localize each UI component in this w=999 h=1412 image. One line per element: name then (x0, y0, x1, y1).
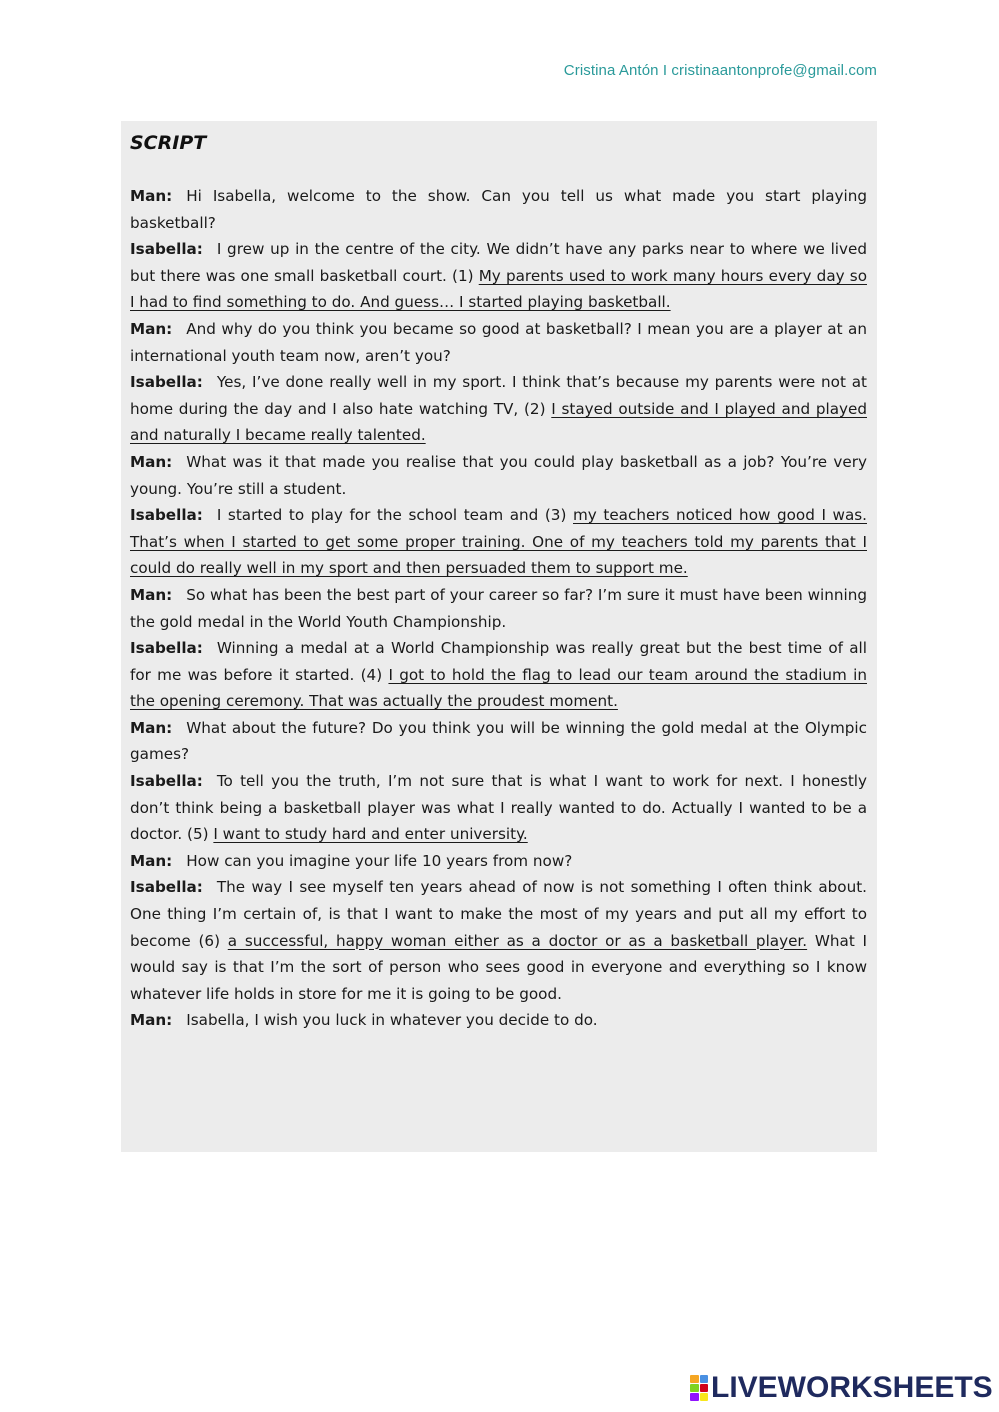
logo-block (690, 1393, 699, 1401)
dialogue-line (130, 874, 867, 1007)
answer-text: I stayed outside and I played and played and naturally I became really talented. (130, 399, 867, 445)
dialogue-line (130, 236, 867, 316)
liveworksheets-logo-icon (690, 1375, 708, 1401)
utterance-text: I grew up in the centre of the city. We didn’t have any parks near to where we lived but there was one small basketball court. (1) (130, 240, 867, 285)
logo-block (700, 1384, 709, 1392)
utterance-text: Hi Isabella, welcome to the show. Can you tell us what made you start playing basketball? (130, 187, 867, 232)
utterance-text: Winning a medal at a World Championship was really great but the best time of all for me was before it started. (4) (130, 639, 867, 684)
logo-text: LIVEWORKSHEETS (711, 1371, 993, 1404)
speaker-label: Isabella: (130, 878, 203, 897)
dialogue-line (130, 1007, 867, 1034)
speaker-label: Isabella: (130, 639, 203, 658)
dialogue-line (130, 768, 867, 848)
dialogue-line (130, 316, 867, 369)
speaker-label: Man: (130, 851, 173, 870)
utterance-text: So what has been the best part of your career so far? I’m sure it must have been winning the gold medal in the World Youth Championship. (130, 585, 867, 631)
speaker-label: Isabella: (130, 240, 203, 259)
dialogue (130, 183, 867, 1034)
dialogue-line (130, 848, 867, 875)
dialogue-line (130, 582, 867, 635)
speaker-label: Man: (130, 319, 173, 338)
utterance-text: Isabella, I wish you luck in whatever you decide to do. (186, 1011, 598, 1030)
answer-text: I want to study hard and enter university. (213, 825, 528, 844)
script-title: SCRIPT (130, 132, 207, 154)
answer-text: My parents used to work many hours every day so I had to find something to do. And guess… I started playing basketball. (130, 266, 867, 312)
logo-block (700, 1375, 709, 1383)
answer-text: I got to hold the flag to lead our team around the stadium in the opening ceremony. That was actually the proudest moment. (130, 665, 867, 711)
speaker-label: Man: (130, 187, 173, 205)
author-contact: Cristina Antón I cristinaantonprofe@gmail.com (563, 62, 877, 79)
utterance-text: I started to play for the school team and (3) (216, 506, 573, 525)
speaker-label: Isabella: (130, 506, 203, 525)
utterance-text: The way I see myself ten years ahead of now is not something I often think about. One thing I’m certain of, is that I want to make the most of my years and put all my effort to become (6) (130, 878, 867, 950)
utterance-text: What was it that made you realise that you could play basketball as a job? You’re very young. You’re still a student. (130, 452, 867, 498)
utterance-text: To tell you the truth, I’m not sure that is what I want to work for next. I honestly don’t think being a basketball player was what I really wanted to do. Actually I wanted to be a doctor. (5) (130, 772, 867, 844)
speaker-label: Man: (130, 1011, 173, 1030)
speaker-label: Man: (130, 585, 173, 604)
script-panel (121, 121, 877, 1152)
utterance-text: How can you imagine your life 10 years from now? (186, 851, 573, 870)
utterance-text: And why do you think you became so good at basketball? I mean you are a player at an international youth team now, aren’t you? (130, 319, 867, 365)
dialogue-line (130, 369, 867, 449)
logo-block (690, 1375, 699, 1383)
dialogue-line (130, 635, 867, 715)
dialogue-line (130, 449, 867, 502)
answer-text: my teachers noticed how good I was. That’s when I started to get some proper training. One of my teachers told my parents that I could do really well in my sport and then persuaded them to support me. (130, 506, 867, 578)
logo-block (700, 1393, 709, 1401)
speaker-label: Man: (130, 452, 173, 471)
dialogue-line (130, 183, 867, 236)
speaker-label: Isabella: (130, 373, 203, 392)
liveworksheets-logo (690, 1372, 993, 1404)
speaker-label: Man: (130, 718, 173, 737)
answer-text: a successful, happy woman either as a doctor or as a basketball player. (227, 931, 808, 950)
utterance-text: What I would say is that I’m the sort of person who sees good in everyone and everything so I know whatever life holds in store for me it is going to be good. (130, 931, 867, 1003)
utterance-text: Yes, I’ve done really well in my sport. I think that’s because my parents were not at home during the day and I also hate watching TV, (2) (130, 373, 867, 418)
speaker-label: Isabella: (130, 772, 203, 791)
dialogue-line (130, 715, 867, 768)
utterance-text: What about the future? Do you think you will be winning the gold medal at the Olympic games? (130, 718, 867, 764)
logo-block (690, 1384, 699, 1392)
dialogue-line (130, 502, 867, 582)
